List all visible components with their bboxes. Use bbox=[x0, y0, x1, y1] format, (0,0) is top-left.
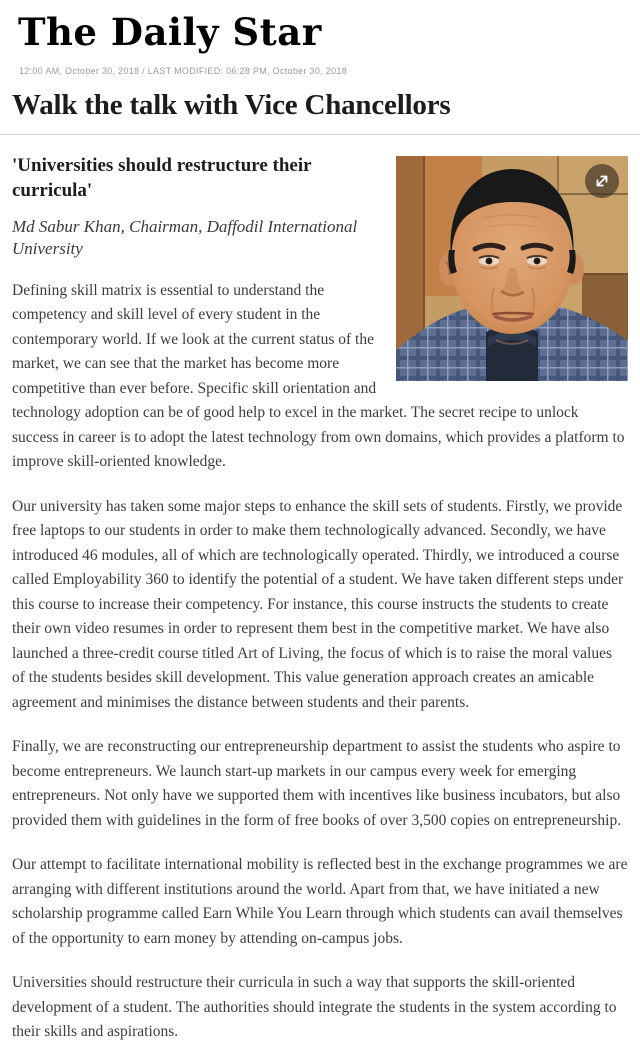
masthead-logo[interactable]: The Daily Star bbox=[18, 10, 322, 54]
article-subheading: 'Universities should restructure their curricula' bbox=[12, 154, 312, 201]
article-body bbox=[12, 154, 628, 1045]
article-paragraph: Our attempt to facilitate international mobility is reflected best in the exchange programmes we are arranging with different institutions around the world. Apart from that, we have initiated a new scholarship programme called Earn While You Learn through which students can avail themselves of the opportunity to earn money by attending on-campus jobs. bbox=[12, 856, 628, 947]
expand-icon bbox=[593, 172, 611, 190]
article-paragraph: Finally, we are reconstructing our entrepreneurship department to assist the students who aspire to become entrepreneurs. We launch start-up markets in our campus every week for emerging entrepreneurs. Not only have we supported them with incentives like business incubators, but also provided them with guidelines in the form of free books of over 3,500 copies on entrepreneurship. bbox=[12, 738, 622, 829]
headline-divider bbox=[0, 134, 640, 135]
publish-timestamp: 12:00 AM, October 30, 2018 / LAST MODIFIED: 06:28 PM, October 30, 2018 bbox=[19, 65, 347, 76]
masthead bbox=[12, 12, 628, 76]
page-title: Walk the talk with Vice Chancellors bbox=[12, 88, 451, 121]
expand-photo-button[interactable] bbox=[585, 164, 619, 198]
article-photo[interactable] bbox=[396, 156, 628, 381]
article-byline: Md Sabur Khan, Chairman, Daffodil International University bbox=[12, 217, 358, 259]
article-paragraph: Defining skill matrix is essential to understand the competency and skill level of every student in the contemporary world. If we look at the current status of the market, we can see that the market has become more competitive than ever before. Specific skill orientation and technology adoption can be of good help to excel in the market. The secret recipe to unlock success in career is to adopt the latest technology from own domains, which provides a platform to improve skill-oriented knowledge. bbox=[12, 281, 625, 470]
article-paragraph: Universities should restructure their curricula in such a way that supports the skill-oriented development of a student. The authorities should integrate the students in the system according to their skills and aspirations. bbox=[12, 974, 617, 1040]
article-paragraph: Our university has taken some major steps to enhance the skill sets of students. Firstly, we provide free laptops to our students in order to make them technologically advanced. Secondly, we have introduced 46 modules, all of which are technologically operated. Thirdly, we introduced a course called Employability 360 to identify the potential of a student. We have taken different steps under this course to increase their competency. For instance, this course instructs the students to create their own video resumes in order to represent them best in the competitive market. We have also launched a three-credit course titled Art of Living, the focus of which is to raise the moral values of the students besides skill development. This value generation approach creates an amicable agreement and minimises the distance between students and their parents. bbox=[12, 497, 624, 711]
